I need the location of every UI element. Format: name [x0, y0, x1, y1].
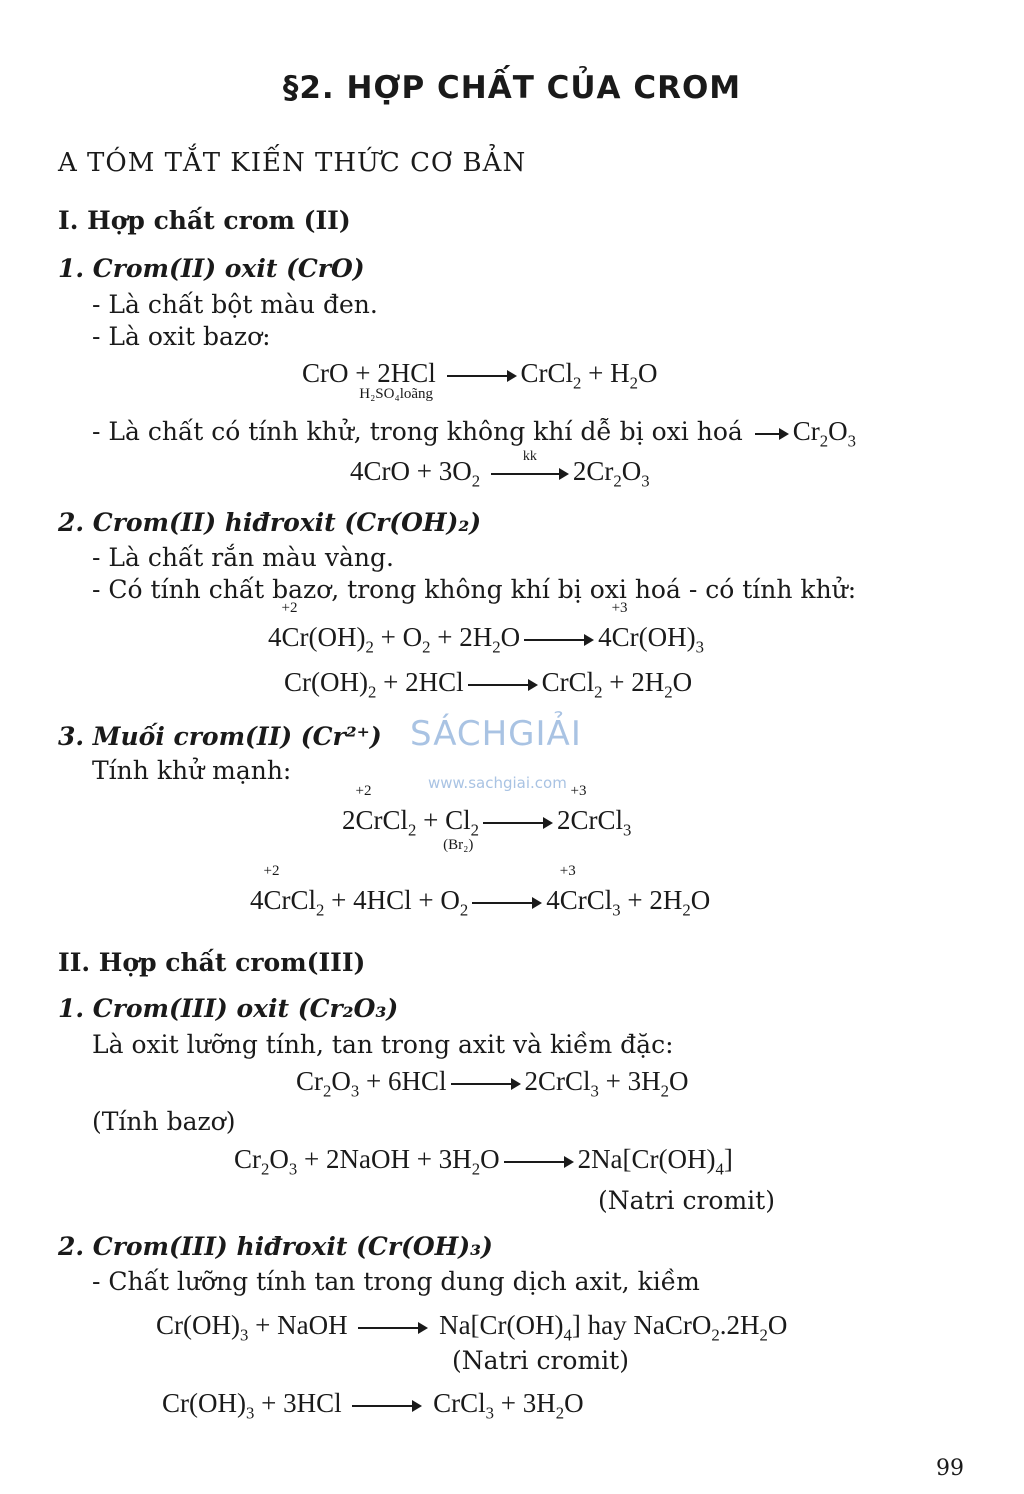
page-title: §2. HỢP CHẤT CỦA CROM	[282, 70, 742, 106]
part2-heading: II. Hợp chất crom(III)	[58, 948, 366, 977]
arrow-icon	[468, 678, 538, 692]
arrow-icon	[504, 1155, 574, 1169]
equation-croh2-oxidation: 4Cr +2 $(OH)_2 + O_2 + 2H_2O$ 4Cr +3 $(OH)_3$	[268, 600, 704, 657]
arrow-icon	[352, 1399, 422, 1413]
page-number: 99	[936, 1456, 964, 1481]
crom2-hidroxit-bullet-1: - Là chất rắn màu vàng.	[92, 543, 394, 572]
crom2-hidroxit-heading: 2. Crom(II) hiđroxit (Cr(OH)₂)	[58, 508, 482, 537]
arrow-icon	[472, 896, 542, 910]
crom2-oxit-bullet-3: - Là chất có tính khử, trong không khí dễ bị oxi hoá $Cr_2O_3$	[92, 416, 856, 451]
arrow-icon	[451, 1077, 521, 1091]
equation-cro-hcl: CrO + 2HCl H₂SO₄loãng CrCl$_2$ + $H_2O$	[302, 358, 658, 402]
part1-heading: I. Hợp chất crom (II)	[58, 206, 351, 235]
arrow-icon	[755, 427, 789, 441]
crom3-oxit-heading: 1. Crom(III) oxit (Cr₂O₃)	[58, 994, 399, 1023]
natri-cromit-note-1: (Natri cromit)	[598, 1186, 775, 1215]
watermark-url: www.sachgiai.com	[428, 774, 567, 792]
arrow-icon	[483, 816, 553, 830]
tinh-bazo-note: (Tính bazơ)	[92, 1107, 236, 1136]
equation-condition: H₂SO₄loãng	[359, 386, 434, 402]
arrow-icon	[524, 633, 594, 647]
equation-cr2o3-hcl: $Cr_2O_3 + 6HCl$ 2CrCl$_3$ + $3H_2O$	[296, 1066, 689, 1101]
section-a-heading: A TÓM TẮT KIẾN THỨC CƠ BẢN	[58, 148, 527, 178]
equation-crcl2-hcl-o2: 4Cr +2 $Cl_2 + 4HCl + O_2$ 4Cr +3 $Cl_3 + 2H_2O$	[250, 863, 711, 920]
crom3-hidroxit-bullet: - Chất lưỡng tính tan trong dung dịch axit, kiềm	[92, 1267, 700, 1296]
arrow-icon	[491, 448, 569, 481]
crom2-hidroxit-bullet-2: - Có tính chất bazơ, trong không khí bị oxi hoá - có tính khử:	[92, 575, 857, 604]
equation-condition: (Br₂)	[443, 837, 474, 853]
arrow-icon	[447, 369, 517, 383]
equation-croh3-naoh: $Cr(OH)_3$ + NaOH $Na[Cr(OH)_4]$ hay $NaCrO_2.2H_2O$	[156, 1310, 788, 1345]
equation-cro-o2: $4CrO + 3O_2$ kk $2Cr_2O_3$	[350, 448, 650, 491]
equation-croh3-hcl: $Cr(OH)_3 + 3HCl$ CrCl$_3$ + $3H_2O$	[162, 1388, 584, 1423]
arrow-icon	[358, 1321, 428, 1335]
crom3-hidroxit-heading: 2. Crom(III) hiđroxit (Cr(OH)₃)	[58, 1232, 493, 1261]
watermark-logo: SÁCHGIẢI	[410, 714, 582, 754]
equation-crcl2-cl2: 2Cr +2 $Cl_2 + Cl_2$ (Br₂) 2Cr +3 $Cl_3$	[342, 783, 632, 853]
muoi-crom2-text: Tính khử mạnh:	[92, 756, 292, 785]
bullet-text: - Là chất có tính khử, trong không khí dễ bị oxi hoá	[92, 417, 743, 446]
crom3-oxit-text: Là oxit lưỡng tính, tan trong axit và kiềm đặc:	[92, 1030, 674, 1059]
crom2-oxit-heading: 1. Crom(II) oxit (CrO)	[58, 254, 365, 283]
equation-cr2o3-naoh: $Cr_2O_3$ + 2NaOH + $3H_2O$ $2Na[Cr(OH)_4]$	[234, 1144, 733, 1179]
crom2-oxit-bullet-1: - Là chất bột màu đen.	[92, 290, 378, 319]
crom2-oxit-bullet-2: - Là oxit bazơ:	[92, 322, 271, 351]
equation-condition: kk	[522, 448, 537, 464]
natri-cromit-note-2: (Natri cromit)	[452, 1346, 629, 1375]
equation-croh2-hcl: $Cr(OH)_2 + 2HCl$ CrCl$_2$ + $2H_2O$	[284, 667, 693, 702]
muoi-crom2-heading: 3. Muối crom(II) (Cr²⁺)	[58, 722, 382, 751]
